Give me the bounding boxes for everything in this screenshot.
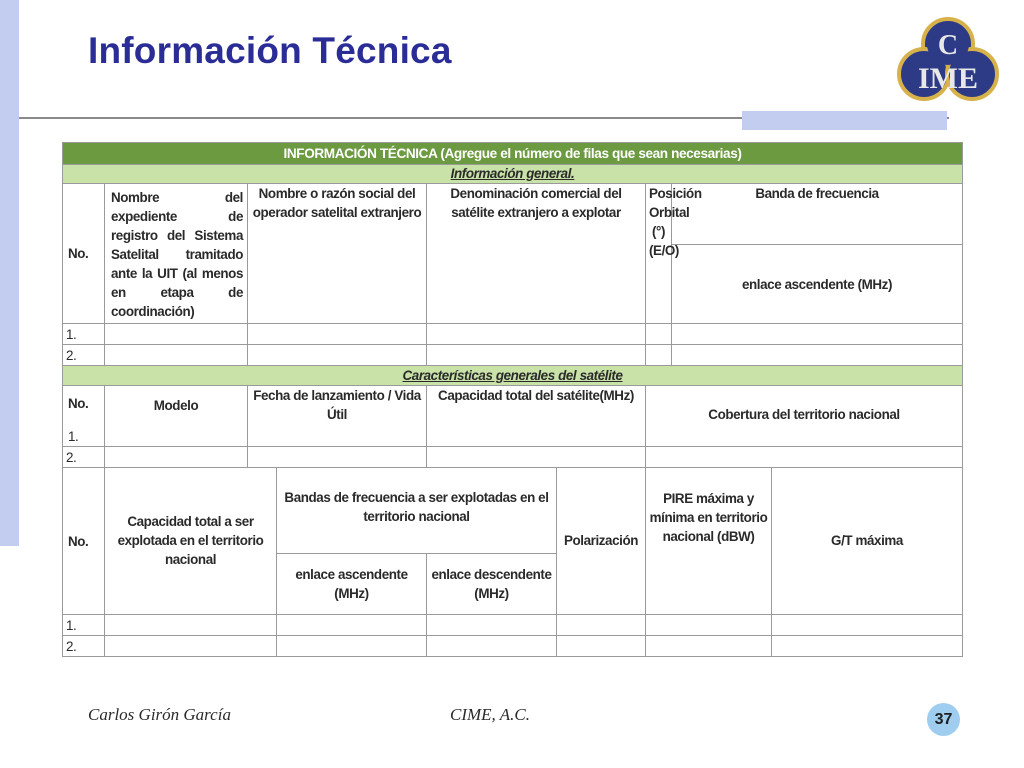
row-number: 1. (63, 615, 105, 636)
table-cell (277, 615, 427, 636)
col-header-cobertura: Cobertura del territorio nacional (646, 386, 963, 447)
technical-info-table (62, 142, 963, 657)
left-accent-bar (0, 0, 19, 546)
table-cell (772, 615, 963, 636)
table-cell (427, 447, 646, 468)
table-cell (105, 615, 277, 636)
col-header-polarizacion: Polarización (557, 468, 646, 615)
col-header-operador: Nombre o razón social del operador satelital extranjero (248, 184, 427, 324)
col-header-denominacion: Denominación comercial del satélite extranjero a explotar (427, 184, 646, 324)
table-main-header: INFORMACIÓN TÉCNICA (Agregue el número de filas que sean necesarias) (63, 143, 963, 165)
table-cell (772, 636, 963, 657)
col-header-enlace-descendente: enlace descendente (MHz) (427, 554, 557, 615)
col-header-no (63, 386, 105, 447)
table-cell (646, 615, 772, 636)
table-cell (427, 324, 646, 345)
section-satellite-title: Características generales del satélite (63, 366, 963, 386)
table-cell (105, 447, 248, 468)
col-header-posicion-orbital: Posición Orbital (°) (E/O) (646, 184, 672, 324)
col-header-pire: PIRE máxima y mínima en territorio nacional (dBW) (646, 468, 772, 615)
col-header-expediente: Nombre del expediente de registro del Sistema Satelital tramitado ante la UIT (al menos en etapa de coordinación) (105, 184, 248, 324)
table-cell (248, 345, 427, 366)
col-header-enlace-ascendente: enlace ascendente (MHz) (277, 554, 427, 615)
table-cell (557, 615, 646, 636)
page-number-badge: 37 (927, 703, 960, 736)
col-header-no: No. (63, 184, 105, 324)
row-number: 2. (63, 345, 105, 366)
col-header-no-label: No. (68, 396, 89, 412)
col-header-banda-frecuencia: Banda de frecuencia (672, 184, 963, 245)
table-cell (672, 345, 963, 366)
header-accent-bar (742, 111, 947, 130)
table-cell (427, 345, 646, 366)
section-general-title: Información general. (63, 165, 963, 184)
table-cell (672, 324, 963, 345)
logo-text-top: C (937, 30, 959, 61)
table-cell (646, 324, 672, 345)
row-number: 1. (68, 429, 79, 445)
table-cell (277, 636, 427, 657)
table-cell (105, 636, 277, 657)
table-cell (105, 324, 248, 345)
table-cell (646, 447, 963, 468)
logo-text-bottom: IME (918, 62, 978, 95)
col-header-bandas-explotadas: Bandas de frecuencia a ser explotadas en el territorio nacional (277, 468, 557, 554)
table-cell (427, 636, 557, 657)
table-cell (646, 345, 672, 366)
row-number: 1. (63, 324, 105, 345)
table-cell (557, 636, 646, 657)
cime-logo (896, 14, 1000, 106)
page-title: Información Técnica (88, 30, 452, 71)
col-header-no: No. (63, 468, 105, 615)
row-number: 2. (63, 636, 105, 657)
col-header-capacidad-explotada: Capacidad total a ser explotada en el territorio nacional (105, 468, 277, 615)
table-cell (248, 447, 427, 468)
footer-organization: CIME, A.C. (450, 705, 530, 724)
col-header-modelo: Modelo (105, 386, 248, 447)
row-number: 2. (63, 447, 105, 468)
col-header-enlace-ascendente: enlace ascendente (MHz) (672, 244, 963, 323)
col-header-gt-maxima: G/T máxima (772, 468, 963, 615)
table-cell (105, 345, 248, 366)
table-cell (646, 636, 772, 657)
table-cell (427, 615, 557, 636)
footer-author: Carlos Girón García (88, 705, 231, 724)
col-header-capacidad-satelite: Capacidad total del satélite(MHz) (427, 386, 646, 447)
table-cell (248, 324, 427, 345)
col-header-fecha-lanzamiento: Fecha de lanzamiento / Vida Útil (248, 386, 427, 447)
